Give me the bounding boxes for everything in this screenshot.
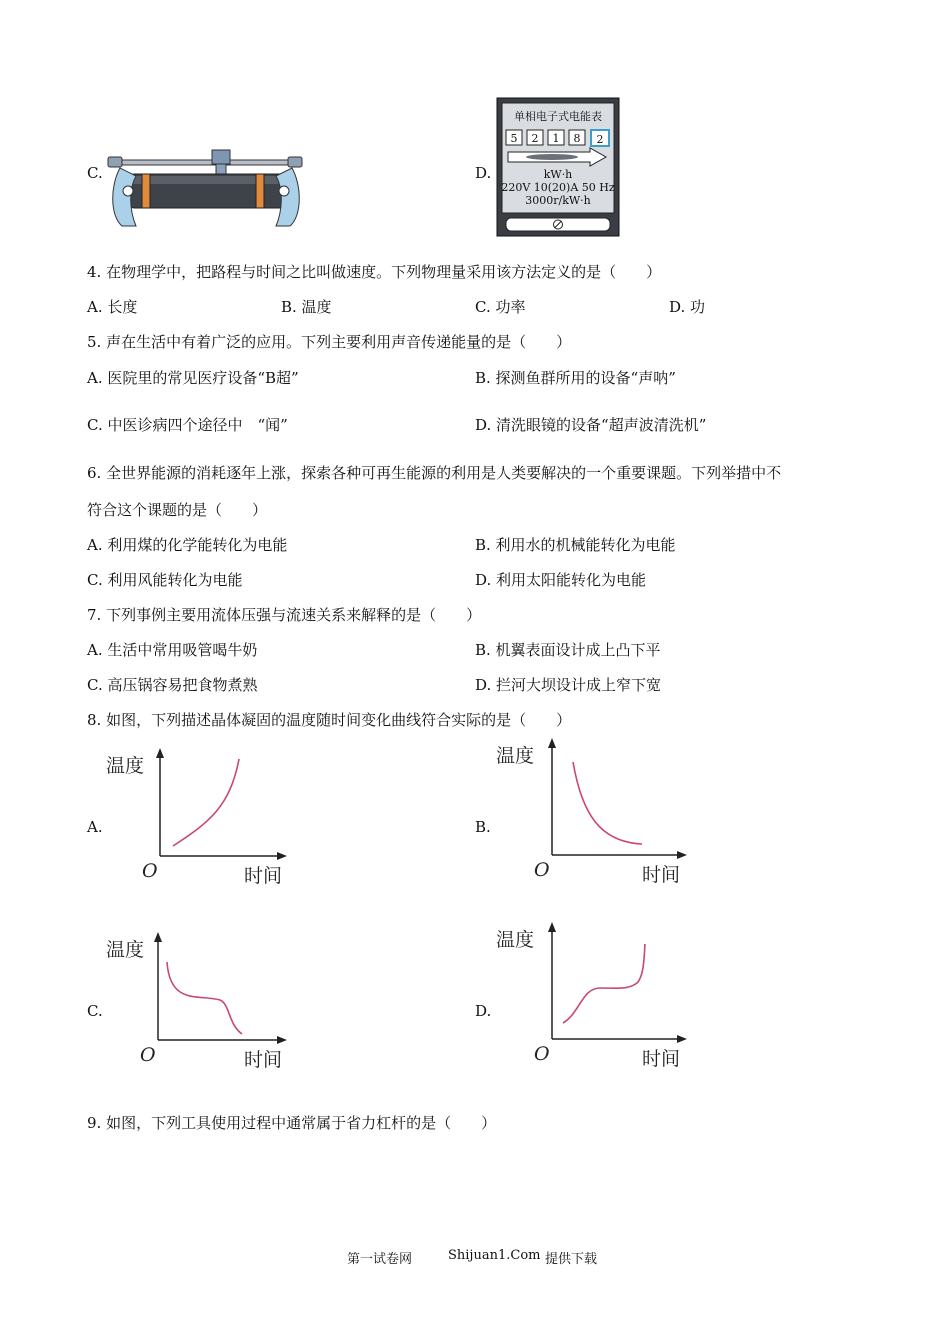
footer-source-site[interactable]: Shijuan1.Com	[448, 1248, 541, 1263]
energy-meter-image	[496, 97, 620, 237]
graph-a-curve	[173, 759, 239, 846]
q5-stem: 5. 声在生活中有着广泛的应用。下列主要利用声音传递能量的是（ ）	[87, 333, 572, 351]
graph-c-origin: O	[140, 1044, 156, 1066]
q3-option-d-label: D.	[475, 164, 492, 182]
q4-option-c: C. 功率	[475, 298, 526, 316]
q5-option-a: A. 医院里的常见医疗设备“B超”	[87, 369, 299, 387]
graph-a-ylabel: 温度	[106, 755, 145, 777]
graph-b-curve	[573, 762, 642, 844]
q4-option-d: D. 功	[669, 298, 706, 316]
meter-unit: kW·h	[543, 168, 573, 181]
q6-option-b: B. 利用水的机械能转化为电能	[475, 536, 676, 554]
meter-digit-3: 1	[552, 132, 560, 145]
q7-option-a: A. 生活中常用吸管喝牛奶	[87, 641, 258, 659]
meter-title: 单相电子式电能表	[514, 110, 602, 123]
meter-digit-2: 2	[531, 132, 539, 145]
graph-b-ylabel: 温度	[496, 745, 535, 767]
q3-option-c-label: C.	[87, 164, 103, 182]
meter-spec-voltage: 220V 10(20)A 50 Hz	[501, 181, 615, 194]
graph-c-ylabel: 温度	[106, 939, 145, 961]
meter-digit-5: 2	[596, 133, 604, 146]
q7-option-c: C. 高压锅容易把食物煮熟	[87, 676, 258, 694]
q8-graph-d	[490, 918, 690, 1073]
q8-graph-b	[490, 734, 690, 889]
q6-stem-line2: 符合这个课题的是（ ）	[87, 501, 268, 519]
q5-option-d: D. 清洗眼镜的设备“超声波清洗机”	[475, 416, 707, 434]
q6-option-a: A. 利用煤的化学能转化为电能	[87, 536, 288, 554]
q4-option-a: A. 长度	[87, 298, 138, 316]
graph-c-curve	[167, 962, 242, 1034]
graph-b-xlabel: 时间	[642, 864, 681, 886]
meter-digit-1: 5	[510, 132, 518, 145]
graph-d-xlabel: 时间	[642, 1048, 681, 1070]
q9-stem: 9. 如图，下列工具使用过程中通常属于省力杠杆的是（ ）	[87, 1114, 497, 1132]
graph-b-origin: O	[534, 859, 550, 881]
q7-option-d: D. 拦河大坝设计成上窄下宽	[475, 676, 662, 694]
graph-d-curve	[563, 944, 645, 1023]
meter-digits	[506, 130, 609, 146]
q8-option-a-label: A.	[87, 818, 103, 836]
graph-d-origin: O	[534, 1043, 550, 1065]
q8-option-d-label: D.	[475, 1002, 492, 1020]
graph-c-xlabel: 时间	[244, 1049, 283, 1071]
q6-option-c: C. 利用风能转化为电能	[87, 571, 243, 589]
graph-a-origin: O	[142, 860, 158, 882]
q8-graph-a	[100, 744, 300, 889]
q6-stem-line1: 6. 全世界能源的消耗逐年上涨，探索各种可再生能源的利用是人类要解决的一个重要课题。下列举措中不	[87, 464, 782, 482]
q8-graph-c	[100, 928, 300, 1073]
q5-option-c: C. 中医诊病四个途径中 “闻”	[87, 416, 288, 434]
footer-source-left: 第一试卷网	[347, 1252, 413, 1267]
q8-option-b-label: B.	[475, 818, 491, 836]
q8-stem: 8. 如图，下列描述晶体凝固的温度随时间变化曲线符合实际的是（ ）	[87, 711, 572, 729]
rheostat-image	[106, 146, 306, 234]
q6-option-d: D. 利用太阳能转化为电能	[475, 571, 647, 589]
graph-a-xlabel: 时间	[244, 865, 283, 887]
q4-option-b: B. 温度	[281, 298, 332, 316]
q8-option-c-label: C.	[87, 1002, 103, 1020]
q5-option-b: B. 探测鱼群所用的设备“声呐”	[475, 369, 676, 387]
meter-digit-4: 8	[573, 132, 581, 145]
q4-stem: 4. 在物理学中，把路程与时间之比叫做速度。下列物理量采用该方法定义的是（ ）	[87, 263, 662, 281]
graph-d-ylabel: 温度	[496, 929, 535, 951]
meter-spec-rev: 3000r/kW·h	[525, 194, 591, 207]
q7-stem: 7. 下列事例主要用流体压强与流速关系来解释的是（ ）	[87, 606, 482, 624]
footer-source-right: 提供下载	[545, 1252, 598, 1267]
q7-option-b: B. 机翼表面设计成上凸下平	[475, 641, 661, 659]
